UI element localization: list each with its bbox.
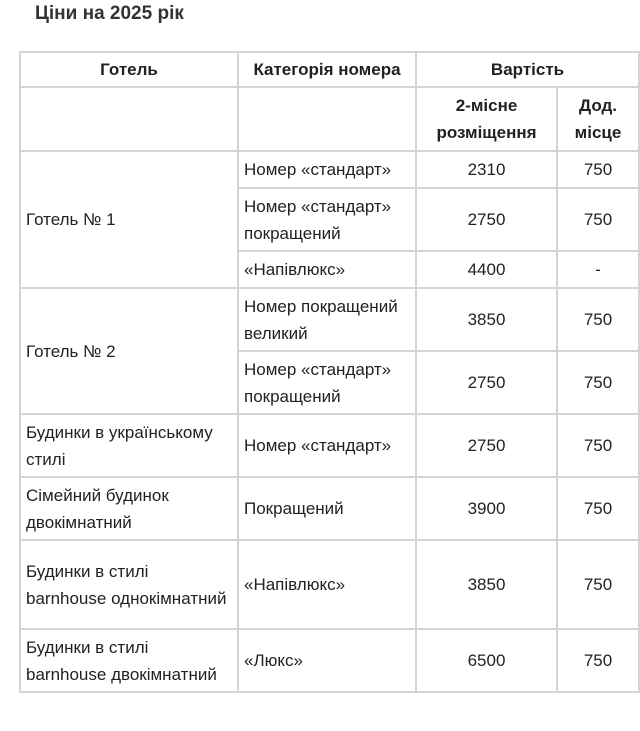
category-cell: «Люкс»: [238, 629, 416, 692]
page-title: Ціни на 2025 рік: [35, 3, 184, 24]
table-subheader-row: [20, 87, 639, 151]
category-cell: Номер «стандарт»: [238, 151, 416, 188]
hotel-cell: Готель № 2: [20, 288, 238, 414]
hotel-cell: Сімейний будинок двокімнатний: [20, 477, 238, 540]
extra-price-cell: 750: [557, 629, 639, 692]
category-cell: Покращений: [238, 477, 416, 540]
double-price-cell: 3900: [416, 477, 557, 540]
hotel-cell: Будинки в стилі barnhouse двокімнатний: [20, 629, 238, 692]
header-category: Категорія номера: [238, 52, 416, 87]
table-header-row: [20, 52, 639, 87]
hotel-cell: Будинки в стилі barnhouse однокімнатний: [20, 540, 238, 629]
extra-price-cell: 750: [557, 151, 639, 188]
extra-price-cell: 750: [557, 540, 639, 629]
extra-price-cell: 750: [557, 288, 639, 351]
extra-price-cell: -: [557, 251, 639, 288]
extra-price-cell: 750: [557, 188, 639, 251]
extra-price-cell: 750: [557, 414, 639, 477]
hotel-cell: Готель № 1: [20, 151, 238, 288]
category-cell: «Напівлюкс»: [238, 540, 416, 629]
table-row: [20, 414, 639, 477]
price-table: [19, 51, 640, 693]
header-extra: Дод. місце: [557, 87, 639, 151]
double-price-cell: 2750: [416, 188, 557, 251]
double-price-cell: 6500: [416, 629, 557, 692]
double-price-cell: 2750: [416, 414, 557, 477]
header-double: 2-місне розміщення: [416, 87, 557, 151]
header-empty-cell: [238, 87, 416, 151]
double-price-cell: 2750: [416, 351, 557, 414]
double-price-cell: 4400: [416, 251, 557, 288]
hotel-cell: Будинки в українському стилі: [20, 414, 238, 477]
header-cost: Вартість: [416, 52, 639, 87]
table-row: [20, 477, 639, 540]
extra-price-cell: 750: [557, 351, 639, 414]
category-cell: Номер «стандарт» покращений: [238, 188, 416, 251]
header-hotel: Готель: [20, 52, 238, 87]
table-row: [20, 151, 639, 188]
category-cell: Номер покращений великий: [238, 288, 416, 351]
category-cell: Номер «стандарт»: [238, 414, 416, 477]
category-cell: «Напівлюкс»: [238, 251, 416, 288]
double-price-cell: 3850: [416, 540, 557, 629]
extra-price-cell: 750: [557, 477, 639, 540]
table-row: [20, 540, 639, 629]
table-row: [20, 629, 639, 692]
category-cell: Номер «стандарт» покращений: [238, 351, 416, 414]
table-row: [20, 288, 639, 351]
header-empty-cell: [20, 87, 238, 151]
double-price-cell: 3850: [416, 288, 557, 351]
double-price-cell: 2310: [416, 151, 557, 188]
